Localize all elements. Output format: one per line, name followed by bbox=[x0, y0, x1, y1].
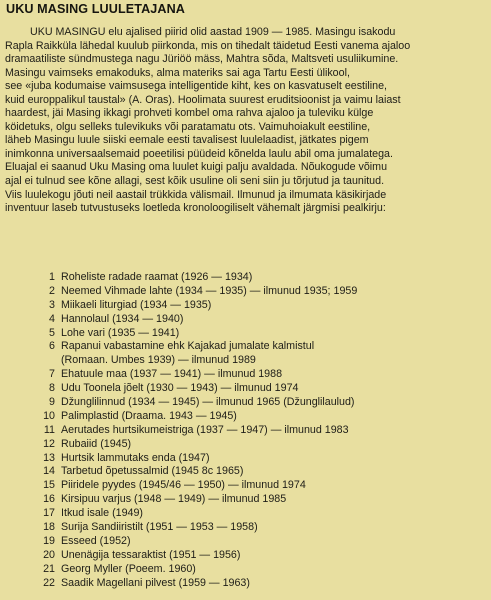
item-number: 21 bbox=[43, 562, 55, 575]
item-title: Surija Sandiiristilt (1951 — 1953 — 1958) bbox=[61, 521, 258, 534]
item-number: 20 bbox=[43, 548, 55, 561]
list-item bbox=[0, 340, 491, 368]
list-item bbox=[0, 327, 491, 341]
list-item bbox=[0, 535, 491, 549]
intro-line: läheb Masingu luule siiski eemale eesti tavalisest luulelaadist, jätkates pigem bbox=[5, 134, 369, 147]
list-item bbox=[0, 424, 491, 438]
item-number: 14 bbox=[43, 465, 55, 478]
list-item bbox=[0, 299, 491, 313]
list-item bbox=[0, 507, 491, 521]
item-title: Lohe vari (1935 — 1941) bbox=[61, 326, 180, 339]
intro-line: haardest, jäi Masing ikkagi prohveti kombel oma rahva ajaloo ja tuleviku külge bbox=[5, 107, 374, 120]
intro-paragraph bbox=[5, 26, 488, 216]
item-title: Roheliste radade raamat (1926 — 1934) bbox=[61, 271, 253, 283]
item-title: Kirsipuu varjus (1948 — 1949) — ilmunud 1985 bbox=[61, 493, 287, 506]
item-number: 13 bbox=[43, 451, 55, 464]
intro-line: ajal ei tulnud see kõne allagi, sest kõik usuline oli seni siin ju tõrjutud ja taunitud. bbox=[5, 175, 385, 188]
intro-line: Rapla Raikküla lähedal kuulub piirkonda, mis on tihedalt täidetud Eesti vanema ajaloo bbox=[5, 39, 411, 52]
intro-line: inimkonna universaalsemaid poeetilisi püüdeid kõnelda laulu abil oma jumalatega. bbox=[5, 147, 393, 160]
item-title: Palimplastid (Draama. 1943 — 1945) bbox=[61, 409, 237, 422]
item-title: Rapanui vabastamine ehk Kajakad jumalate kalmistul bbox=[61, 340, 315, 353]
item-number: 10 bbox=[43, 409, 55, 422]
list-item bbox=[0, 479, 491, 493]
article-title: UKU MASING LUULETAJANA bbox=[6, 2, 185, 16]
item-title: Udu Toonela jõelt (1930 — 1943) — ilmunud 1974 bbox=[61, 382, 299, 395]
item-number: 1 bbox=[49, 271, 55, 283]
item-number: 16 bbox=[43, 493, 55, 506]
item-title: Piiridele pyydes (1945/46 — 1950) — ilmunud 1974 bbox=[61, 479, 306, 492]
item-number: 8 bbox=[49, 382, 55, 395]
list-item bbox=[0, 549, 491, 563]
works-list bbox=[0, 271, 491, 591]
item-number: 9 bbox=[49, 396, 55, 409]
item-number: 12 bbox=[43, 437, 55, 450]
intro-line: Viis luulekogu jõuti neil aastail trükkida välismail. Ilmunud ja ilmumata käsikirjade bbox=[5, 188, 387, 201]
list-item bbox=[0, 452, 491, 466]
list-item bbox=[0, 285, 491, 299]
item-title: Neemed Vihmade lahte (1934 — 1935) — ilmunud 1935; 1959 bbox=[61, 284, 358, 297]
item-number: 2 bbox=[49, 284, 55, 297]
item-number: 15 bbox=[43, 479, 55, 492]
item-title: Rubaiid (1945) bbox=[61, 437, 132, 450]
item-number: 5 bbox=[49, 326, 55, 339]
item-number: 6 bbox=[49, 340, 55, 353]
item-number: 17 bbox=[43, 507, 55, 520]
item-title: Saadik Magellani pilvest (1959 — 1963) bbox=[61, 576, 250, 589]
list-item bbox=[0, 410, 491, 424]
item-title: Itkud isale (1949) bbox=[61, 507, 143, 520]
intro-line: dramaatiliste sündmustega nagu Jüriöö mäss, Mahtra sõda, Maltsveti usuliikumine. bbox=[5, 53, 399, 66]
item-number: 18 bbox=[43, 521, 55, 534]
intro-line: inventuur laseb tutvustuseks loetleda kronoloogiliselt vähemalt järgmisi pealkirju: bbox=[5, 202, 386, 215]
list-item bbox=[0, 465, 491, 479]
item-title: Džunglilinnud (1934 — 1945) — ilmunud 1965 (Džunglilaulud) bbox=[61, 396, 355, 409]
item-number: 3 bbox=[49, 298, 55, 311]
intro-line: kuid europpalikul taustal» (A. Oras). Hoolimata suurest eruditsioonist ja vaimu laiast bbox=[5, 93, 401, 106]
item-title: Ehatuule maa (1937 — 1941) — ilmunud 1988 bbox=[61, 368, 283, 381]
item-number: 7 bbox=[49, 368, 55, 381]
item-title: Tarbetud õpetussalmid (1945 8c 1965) bbox=[61, 465, 244, 478]
list-item bbox=[0, 313, 491, 327]
item-title: Hurtsik lammutaks enda (1947) bbox=[61, 451, 210, 464]
item-title: Aerutades hurtsikumeistriga (1937 — 1947) — ilmunud 1983 bbox=[61, 423, 349, 436]
list-item bbox=[0, 438, 491, 452]
item-title: Hannolaul (1934 — 1940) bbox=[61, 312, 184, 325]
item-continuation: (Romaan. Umbes 1939) — ilmunud 1989 bbox=[61, 354, 256, 367]
intro-line: see «juba kodumaise vaimsusega intelligentide kiht, kes on kasvatuselt eestiline, bbox=[5, 80, 387, 93]
list-item bbox=[0, 563, 491, 577]
intro-line: köidetuks, olgu selleks tulevikuks või paratamatu ots. Vaimuhoiakult eestiline, bbox=[5, 120, 371, 133]
list-item bbox=[0, 396, 491, 410]
intro-line: Masingu vaimseks emakoduks, alma materiks sai aga Tartu Eesti ülikool, bbox=[5, 66, 350, 79]
list-item bbox=[0, 368, 491, 382]
item-title: Esseed (1952) bbox=[61, 534, 131, 547]
list-item bbox=[0, 271, 491, 285]
item-title: Georg Myller (Poeem. 1960) bbox=[61, 562, 196, 575]
item-title: Miikaeli liturgiad (1934 — 1935) bbox=[61, 298, 212, 311]
list-item bbox=[0, 493, 491, 507]
item-number: 22 bbox=[43, 576, 55, 589]
intro-line: UKU MASINGU elu ajalised piirid olid aastad 1909 — 1985. Masingu isakodu bbox=[30, 26, 396, 38]
item-number: 4 bbox=[49, 312, 55, 325]
item-title: Unenägija tessaraktist (1951 — 1956) bbox=[61, 548, 241, 561]
item-number: 11 bbox=[43, 423, 55, 436]
list-item bbox=[0, 521, 491, 535]
item-number: 19 bbox=[43, 534, 55, 547]
list-item bbox=[0, 577, 491, 591]
intro-line: Eluajal ei saanud Uku Masing oma luulet kuigi palju avaldada. Nõukogude võimu bbox=[5, 161, 388, 174]
list-item bbox=[0, 382, 491, 396]
